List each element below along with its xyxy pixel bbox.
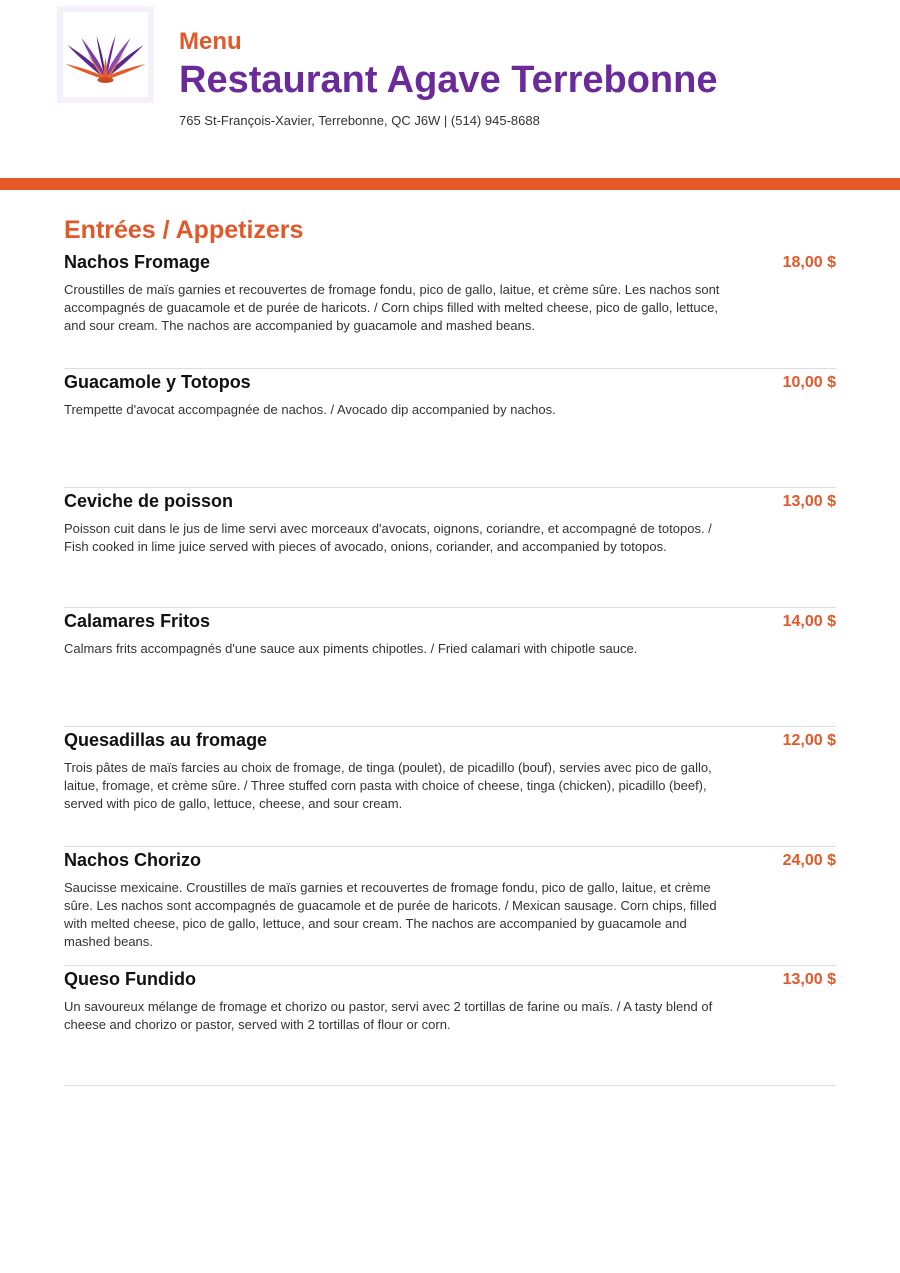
item-name: Nachos Fromage [64, 252, 211, 272]
item-name: Queso Fundido [64, 969, 196, 989]
item-description: Saucisse mexicaine. Croustilles de maïs garnies et recouvertes de fromage fondu, pico de gallo, laitue, et crème sûre. Les nachos sont accompagnés de guacamole et de purée de haricots. / Mexican sausage. Corn chips, filled with melted cheese, pico de gallo, lettuce, and sour cream. The nachos are accompanied by guacamole and mashed beans. [64, 879, 717, 949]
item-description: Poisson cuit dans le jus de lime servi avec morceaux d'avocats, oignons, coriandre, et accompagné de totopos. / Fish cooked in lime juice served with pieces of avocado, onions, coriander, and accompanied by totopos. [64, 521, 712, 554]
menu-item [64, 608, 836, 728]
item-price: 14,00 $ [782, 612, 836, 630]
item-price: 18,00 $ [782, 254, 836, 271]
item-description: Un savoureux mélange de fromage et chorizo ou pastor, servi avec 2 tortillas de farine ou maïs. / A tasty blend of cheese and chorizo or pastor, served with 2 tortillas of flour or corn. [64, 999, 713, 1032]
item-name: Ceviche de poisson [64, 491, 234, 511]
menu-item [64, 727, 836, 847]
restaurant-name: Restaurant Agave Terrebonne [179, 59, 718, 101]
item-name: Calamares Fritos [64, 610, 211, 631]
item-name: Quesadillas au fromage [64, 730, 268, 750]
menu-items-list [64, 249, 836, 1086]
menu-item [64, 966, 836, 1086]
menu-item [64, 847, 836, 967]
menu-label: Menu [179, 28, 242, 55]
agave-logo-icon [57, 6, 154, 103]
section-title: Entrées / Appetizers [64, 216, 304, 244]
item-price: 24,00 $ [782, 851, 836, 869]
menu-item [64, 249, 836, 369]
menu-item [64, 369, 836, 489]
restaurant-address: 765 St-François-Xavier, Terrebonne, QC J6W | (514) 945-8688 [179, 113, 540, 128]
item-price: 13,00 $ [782, 971, 836, 988]
item-price: 13,00 $ [782, 493, 836, 510]
item-description: Croustilles de maïs garnies et recouvertes de fromage fondu, pico de gallo, laitue, et crème sûre. Les nachos sont accompagnés de guacamole et de purée de haricots. / Corn chips filled with melted cheese, pico de gallo, lettuce, and sour cream. The nachos are accompanied by guacamole and mashed beans. [64, 282, 720, 333]
item-name: Guacamole y Totopos [64, 371, 251, 392]
restaurant-logo [57, 6, 154, 103]
item-description: Calmars frits accompagnés d'une sauce aux piments chipotles. / Fried calamari with chipotle sauce. [64, 640, 638, 656]
item-name: Nachos Chorizo [64, 849, 202, 870]
item-price: 10,00 $ [782, 373, 836, 391]
header-divider-bar [0, 178, 900, 190]
item-description: Trempette d'avocat accompagnée de nachos. / Avocado dip accompanied by nachos. [64, 401, 556, 417]
item-price: 12,00 $ [782, 732, 836, 749]
menu-item [64, 488, 836, 608]
item-description: Trois pâtes de maïs farcies au choix de fromage, de tinga (poulet), de picadillo (bouf), servies avec pico de gallo, laitue, fromage, et crème sûre. / Three stuffed corn pasta with choice of cheese, tinga (chicken), picadillo (beef), served with pico de gallo, lettuce, cheese, and sour cream. [64, 760, 712, 811]
